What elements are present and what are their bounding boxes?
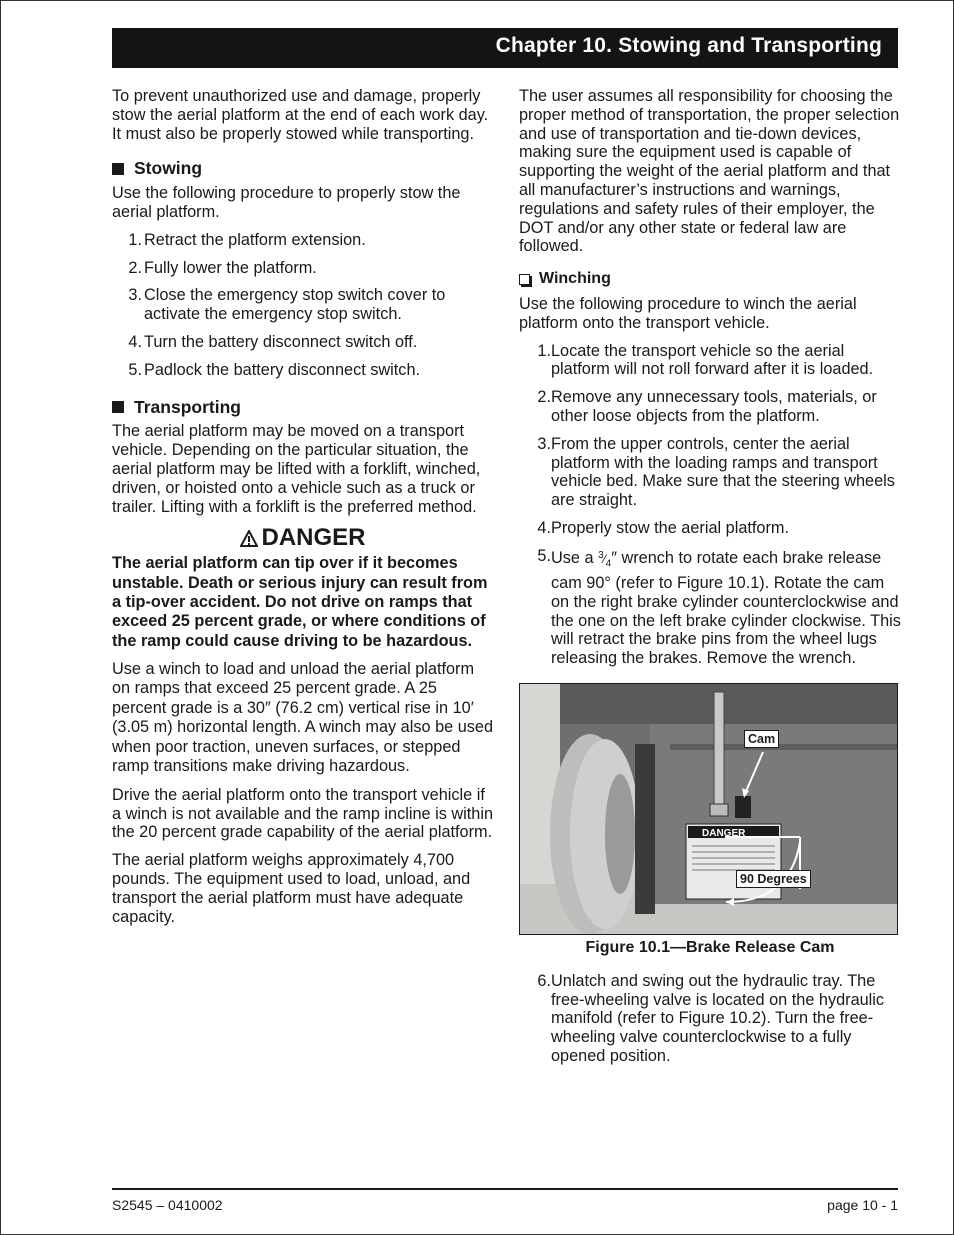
step-text: Close the emergency stop switch cover to activate the emergency stop switch.: [144, 286, 446, 324]
decal-text: DANGER: [702, 827, 746, 839]
right-column: [519, 87, 901, 1075]
square-bullet-icon: [112, 401, 124, 413]
transporting-heading-text: Transporting: [134, 396, 241, 417]
step5-pre: Use a: [551, 548, 599, 567]
winch-paragraph: Use a winch to load and unload the aerial platform on ramps that exceed 25 percent grade. A 25 percent grade is a 30″ (76.2 cm) vertical rise in 10′ (3.05 m) horizontal length. A winch may also be used when poor traction, uneven surfaces, or stepped ramp transitions make driving hazardous.: [112, 659, 494, 776]
footer-page-number: page 10 - 1: [827, 1197, 898, 1213]
step-number: 1.: [537, 341, 551, 360]
step-number: 3.: [537, 434, 551, 453]
step-text: Padlock the battery disconnect switch.: [144, 360, 421, 379]
stowing-intro: Use the following procedure to properly stow the aerial platform.: [112, 184, 461, 221]
transporting-paragraph: The aerial platform may be moved on a transport vehicle. Depending on the particular situation, the aerial platform may be lifted with a forklift, winched, driven, or hoisted onto a vehicle such as a truck or trailer. Lifting with a forklift is the preferred method.: [112, 422, 481, 516]
danger-heading: [112, 525, 494, 551]
danger-label: DANGER: [261, 524, 366, 552]
list-item: [519, 342, 901, 380]
brake-photo-illustration: [520, 684, 897, 934]
transporting-heading: [112, 398, 494, 417]
step-text: From the upper controls, center the aerial platform with the loading ramps and transport vehicle bed. Make sure that the steering wheels are straight.: [551, 434, 895, 510]
danger-text: The aerial platform can tip over if it becomes unstable. Death or serious injury can result from a tip-over accident. Do not drive on ramps that exceed 25 percent grade, or where conditions of the ramp could cause driving to be hazardous.: [112, 554, 488, 650]
step-number: 4.: [128, 332, 142, 351]
responsibility-paragraph: The user assumes all responsibility for choosing the proper method of transportation, the proper selection and use of transportation and tie-down devices, making sure the equipment used is capable of supporting the weight of the aerial platform and that all manufacturer’s instructions and warnings, regulations and safety rules of their employer, the DOT and/or any other state or federal law are followed.: [519, 87, 900, 256]
step-number: 3.: [128, 286, 142, 305]
step-text: Remove any unnecessary tools, materials, or other loose objects from the platform.: [551, 388, 877, 425]
step5-post: ″ wrench to rotate each brake release cam 90° (refer to Figure 10.1). Rotate the cam on the right brake cylinder counterclockwise and the one on the left brake cylinder clockwise. This will retract the brake pins from the wheel lugs releasing the brakes. Remove the wrench.: [551, 548, 901, 668]
list-item: [519, 435, 901, 510]
warning-triangle-icon: [240, 530, 258, 547]
step-text: Retract the platform extension.: [144, 230, 366, 249]
list-item: [112, 361, 494, 380]
footer-doc-number: S2545 – 0410002: [112, 1197, 223, 1213]
step-number: 2.: [537, 388, 551, 407]
list-item: [112, 259, 494, 278]
intro-paragraph: To prevent unauthorized use and damage, properly stow the aerial platform at the end of each work day. It must also be properly stowed while transporting.: [112, 87, 489, 143]
step-text: Fully lower the platform.: [144, 258, 317, 277]
step-number: 5.: [537, 546, 551, 565]
step-number: 5.: [128, 360, 142, 379]
step-text: Properly stow the aerial platform.: [551, 518, 789, 537]
drive-paragraph: Drive the aerial platform onto the transport vehicle if a winch is not available and the ramp incline is within the 20 percent grade capability of the aerial platform.: [112, 785, 494, 842]
list-item: [519, 547, 901, 668]
stowing-steps: [112, 231, 494, 380]
step-text: [551, 547, 901, 668]
chapter-header-bar: [112, 28, 898, 68]
step-number: 1.: [128, 230, 142, 249]
fraction: $^3⁄_4$: [598, 549, 612, 570]
list-item: [112, 231, 494, 250]
stowing-heading: [112, 159, 494, 178]
fraction-denominator: 4: [605, 558, 612, 570]
list-item: [519, 388, 901, 426]
list-item: [112, 286, 494, 324]
winching-steps: [519, 342, 901, 668]
stowing-heading-text: Stowing: [134, 158, 203, 179]
weight-paragraph: The aerial platform weighs approximately 4,700 pounds. The equipment used to load, unload, and transport the aerial platform must have adequate capacity.: [112, 851, 471, 926]
list-item: [112, 333, 494, 352]
chapter-title: Chapter 10. Stowing and Transporting: [495, 34, 882, 57]
winching-intro: Use the following procedure to winch the aerial platform onto the transport vehicle.: [519, 294, 857, 332]
winching-heading-text: Winching: [539, 270, 611, 288]
step-number: 2.: [128, 258, 142, 277]
step-text: Turn the battery disconnect switch off.: [144, 332, 418, 351]
step-number: 6.: [537, 971, 551, 990]
step-number: 4.: [537, 518, 551, 537]
list-item: [519, 519, 901, 538]
list-item: [519, 972, 901, 1066]
brake-release-cam-photo: [519, 683, 898, 935]
winching-heading: [519, 270, 901, 289]
checkbox-bullet-icon: [519, 274, 530, 285]
square-bullet-icon: [112, 163, 124, 175]
cam-label: Cam: [744, 730, 779, 748]
winching-steps-continued: [519, 972, 901, 1066]
step-text: Locate the transport vehicle so the aerial platform will not roll forward after it is loaded.: [551, 341, 874, 379]
degrees-label: 90 Degrees: [736, 870, 811, 888]
step-text: Unlatch and swing out the hydraulic tray. The free-wheeling valve is located on the hydraulic manifold (refer to Figure 10.2). Turn the free-wheeling valve counterclockwise to a fully opened position.: [551, 971, 885, 1065]
left-column: [112, 87, 494, 935]
figure-caption: Figure 10.1—Brake Release Cam: [585, 938, 835, 956]
fraction-numerator: 3: [598, 549, 604, 561]
footer-rule: [112, 1188, 898, 1190]
